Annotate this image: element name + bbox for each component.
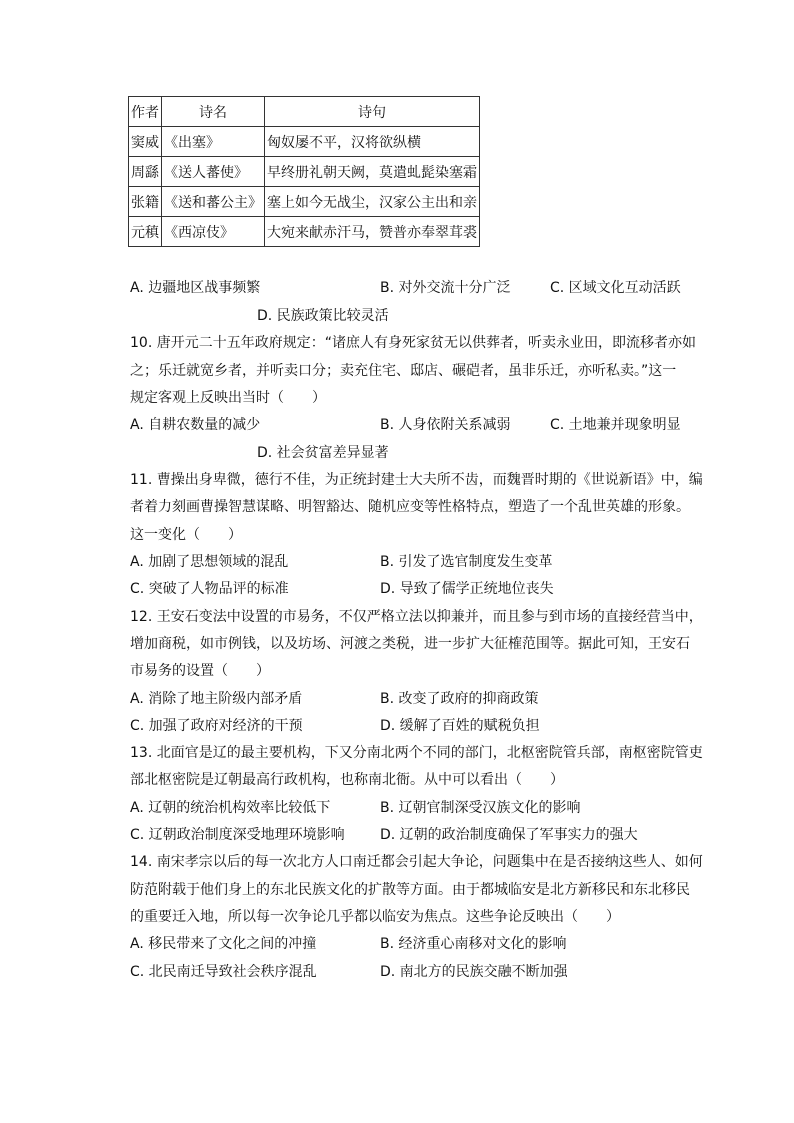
table-header-row bbox=[129, 97, 480, 127]
table-cell: 张籍 bbox=[129, 187, 162, 217]
q10-stem-line: 10. 唐开元二十五年政府规定：“诸庶人有身死家贫无以供葬者，听卖永业田，即流移者亦如 bbox=[130, 335, 696, 351]
q9-option-c: C. 区域文化互动活跃 bbox=[550, 280, 681, 296]
q12-stem-line: 市易务的设置（ ） bbox=[130, 663, 270, 679]
q10-stem-line: 规定客观上反映出当时（ ） bbox=[130, 390, 326, 406]
q11-stem-line: 者着力刻画曹操智慧谋略、明智豁达、随机应变等性格特点，塑造了一个乱世英雄的形象。 bbox=[130, 499, 690, 515]
q11-stem-line: 11. 曹操出身卑微，德行不佳，为正统封建士大夫所不齿，而魏晋时期的《世说新语》中，编 bbox=[130, 472, 703, 488]
q9-option-d: D. 民族政策比较灵活 bbox=[257, 308, 389, 324]
q12-stem-line: 12. 王安石变法中设置的市易务，不仅严格立法以抑兼并，而且参与到市场的直接经营当中， bbox=[130, 609, 703, 625]
q13-stem-line: 部北枢密院是辽朝最高行政机构，也称南北衙。从中可以看出（ ） bbox=[130, 772, 564, 788]
q14-option-a: A. 移民带来了文化之间的冲撞 bbox=[130, 936, 317, 952]
q9-option-b: B. 对外交流十分广泛 bbox=[380, 280, 511, 296]
q14-option-b: B. 经济重心南移对文化的影响 bbox=[380, 936, 567, 952]
table-cell: 周繇 bbox=[129, 157, 162, 187]
q11-option-d: D. 导致了儒学正统地位丧失 bbox=[380, 581, 554, 597]
table-cell: 《西凉伎》 bbox=[162, 217, 265, 247]
q13-option-a: A. 辽朝的统治机构效率比较低下 bbox=[130, 800, 331, 816]
q12-option-c: C. 加强了政府对经济的干预 bbox=[130, 718, 303, 734]
q11-option-a: A. 加剧了思想领域的混乱 bbox=[130, 554, 289, 570]
q13-option-b: B. 辽朝官制深受汉族文化的影响 bbox=[380, 800, 581, 816]
table-row bbox=[129, 157, 480, 187]
q11-option-b: B. 引发了选官制度发生变革 bbox=[380, 554, 553, 570]
table-cell: 大宛来献赤汗马，赞普亦奉翠茸裘 bbox=[265, 217, 480, 247]
header-author: 作者 bbox=[129, 97, 162, 127]
q14-stem-line: 防范附载于他们身上的东北民族文化的扩散等方面。由于都城临安是北方新移民和东北移民 bbox=[130, 882, 690, 898]
table-cell: 元稹 bbox=[129, 217, 162, 247]
poem-table bbox=[128, 96, 480, 247]
header-verse: 诗句 bbox=[265, 97, 480, 127]
q12-option-a: A. 消除了地主阶级内部矛盾 bbox=[130, 691, 303, 707]
table-cell: 匈奴屡不平，汉将欲纵横 bbox=[265, 127, 480, 157]
q13-option-d: D. 辽朝的政治制度确保了军事实力的强大 bbox=[380, 827, 638, 843]
q11-option-c: C. 突破了人物品评的标准 bbox=[130, 581, 289, 597]
q10-stem-line: 之；乐迁就宽乡者，并听卖口分；卖充住宅、邸店、碾硙者，虽非乐迁，亦听私卖。”这一 bbox=[130, 363, 677, 379]
q14-stem-line: 14. 南宋孝宗以后的每一次北方人口南迁都会引起大争论，问题集中在是否接纳这些人、如何 bbox=[130, 854, 703, 870]
q11-stem-line: 这一变化（ ） bbox=[130, 527, 242, 543]
q13-stem-line: 13. 北面官是辽的最主要机构，下又分南北两个不同的部门，北枢密院管兵部，南枢密院管吏 bbox=[130, 745, 703, 761]
table-row bbox=[129, 217, 480, 247]
table-cell: 《出塞》 bbox=[162, 127, 265, 157]
q12-option-b: B. 改变了政府的抑商政策 bbox=[380, 691, 539, 707]
table-cell: 塞上如今无战尘，汉家公主出和亲 bbox=[265, 187, 480, 217]
q14-stem-line: 的重要迁入地，所以每一次争论几乎都以临安为焦点。这些争论反映出（ ） bbox=[130, 909, 620, 925]
table-cell: 早终册礼朝天阙，莫遣虬髭染塞霜 bbox=[265, 157, 480, 187]
q10-option-a: A. 自耕农数量的减少 bbox=[130, 417, 261, 433]
q13-option-c: C. 辽朝政治制度深受地理环境影响 bbox=[130, 827, 345, 843]
table-cell: 《送人蕃使》 bbox=[162, 157, 265, 187]
q14-option-c: C. 北民南迁导致社会秩序混乱 bbox=[130, 964, 317, 980]
q12-option-d: D. 缓解了百姓的赋税负担 bbox=[380, 718, 540, 734]
q9-option-a: A. 边疆地区战事频繁 bbox=[130, 280, 261, 296]
q14-option-d: D. 南北方的民族交融不断加强 bbox=[380, 964, 568, 980]
q12-stem-line: 增加商税，如市例钱，以及坊场、河渡之类税，进一步扩大征榷范围等。据此可知，王安石 bbox=[130, 636, 690, 652]
header-title: 诗名 bbox=[162, 97, 265, 127]
table-cell: 《送和蕃公主》 bbox=[162, 187, 265, 217]
q10-option-d: D. 社会贫富差异显著 bbox=[257, 445, 389, 461]
table-row bbox=[129, 187, 480, 217]
q10-option-c: C. 土地兼并现象明显 bbox=[550, 417, 681, 433]
table-cell: 窦威 bbox=[129, 127, 162, 157]
table-row bbox=[129, 127, 480, 157]
q10-option-b: B. 人身依附关系减弱 bbox=[380, 417, 511, 433]
